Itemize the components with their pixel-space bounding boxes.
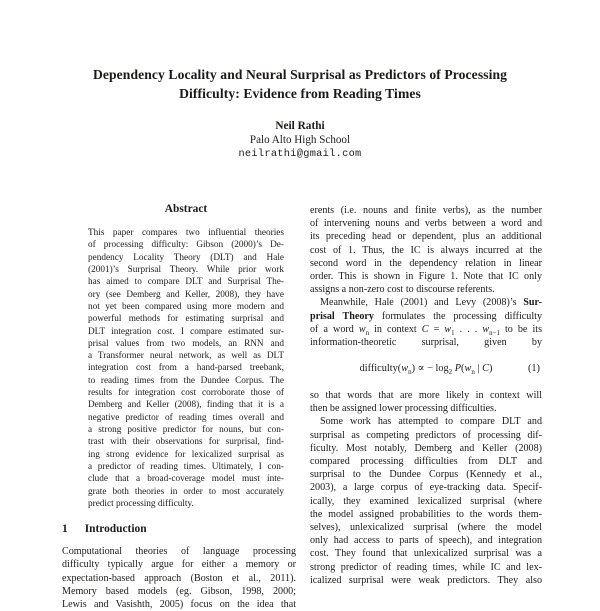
text-line: the model assigned probabilities to the words them- <box>310 508 542 520</box>
text-line: of a word $w_n$ in context $C = w_1$ . . . $w_{n-1}$ to be its <box>310 323 542 337</box>
text-line: ficulty. Most notably, Demberg and Keller (2008) <box>310 442 542 454</box>
text-line: not yet been compared using more modern and <box>88 301 284 312</box>
text-line: prisal values from two models, an RNN and <box>88 338 284 349</box>
text-line: compared processing difficulties from DLT and <box>310 456 542 467</box>
text-line: ically, they examined lexicalized surprisal (where <box>310 495 542 507</box>
paragraph-integration-cost <box>310 204 542 296</box>
author-name: Neil Rathi <box>275 120 325 132</box>
text-line: so that words that are more likely in context will <box>310 390 542 402</box>
text-line: 2003), a large corpus of eye-tracking data. Specif- <box>310 482 542 494</box>
text-line: surprisal to the Dundee Corpus (Kennedy et al., <box>310 469 542 481</box>
two-column-body <box>0 202 600 611</box>
text-line: (2001)’s Surprisal Theory. While prior work <box>88 264 284 275</box>
text-line: expectation-based approach (Boston et al., 2011). <box>62 572 296 584</box>
text-line: grate both theories in order to most accurately <box>88 486 284 497</box>
text-line: assigns a non-zero cost to discourse referents. <box>310 284 495 296</box>
text-line: then be assigned lower processing difficulties. <box>310 403 497 415</box>
text-line: strong predictor of reading times, while IC and lex- <box>310 561 542 573</box>
text-line: integration cost from a hand-parsed treebank, <box>88 363 284 374</box>
paper-title-line-2: Difficulty: Evidence from Reading Times <box>179 85 421 101</box>
text-line: negative predictor of reading times overall and <box>88 412 284 423</box>
text-line: only had access to parts of speech), and integration <box>310 535 542 547</box>
author-email: neilrathi@gmail.com <box>238 148 362 160</box>
text-line: powerful methods for estimating surprisal and <box>88 314 284 325</box>
text-line: Lewis and Vasishth, 2005) focus on the idea that <box>62 598 296 610</box>
text-line: Meanwhile, Hale (2001) and Levy (2008)’s Sur- <box>320 297 542 309</box>
section-1-heading <box>62 522 296 536</box>
text-line: second word in the dependency relation in linear <box>310 257 542 269</box>
text-line: Computational theories of language processing <box>62 546 296 558</box>
abstract-heading: Abstract <box>164 203 208 215</box>
paragraph-surprisal-consequence <box>310 389 542 415</box>
text-line: of processing difficulty: Gibson (2000)’s De- <box>88 240 284 251</box>
text-line: of intervening nouns and verbs between a word and <box>310 218 542 230</box>
text-line: clude that a broad-coverage model must inte- <box>88 474 284 485</box>
title-block <box>0 0 600 103</box>
equation-1-number: (1) <box>527 363 540 375</box>
text-line: predict processing difficulty. <box>88 498 194 509</box>
abstract-paragraph <box>88 227 284 510</box>
text-line: Demberg and Keller (2008), finding that it is a <box>88 400 284 411</box>
paper-title-line-1: Dependency Locality and Neural Surprisal as Predictors of Processing <box>92 67 508 82</box>
text-line: surprisal as competing predictors of processing dif- <box>310 429 542 441</box>
text-line: results for integration cost corroborate those of <box>88 388 284 399</box>
text-line: a predictor of reading times. Ultimately, I con- <box>88 461 284 472</box>
text-line: information-theoretic surprisal, given by <box>310 336 542 348</box>
text-line: has aimed to compare DLT and Surprisal The- <box>88 277 284 288</box>
equation-1 <box>310 361 542 377</box>
text-line: cost of 1. Thus, the IC is always incurred at the <box>310 244 542 256</box>
text-line: its preceding head or dependent, plus an additional <box>310 231 542 243</box>
text-line: order. This is shown in Figure 1. Note that IC only <box>310 270 542 282</box>
text-line: a Transformer neural network, as well as DLT <box>88 351 284 362</box>
text-line: cost. They found that unlexicalized surprisal was a <box>310 548 542 560</box>
text-line: ing strong evidence for lexicalized surprisal as <box>88 449 284 460</box>
section-1-number: 1 <box>62 523 68 536</box>
equation-1-formula: $difficulty(w_n)$ ∝ − $\log_2 P(w_n$ | C) <box>359 363 493 377</box>
text-line: selves), unlexicalized surprisal (where the model <box>310 521 542 533</box>
section-1-title: Introduction <box>84 523 147 536</box>
author-block <box>0 120 600 161</box>
text-line: This paper compares two influential theories <box>88 228 284 238</box>
text-line: Memory based models (eg. Gibson, 1998, 2000; <box>62 585 296 597</box>
text-line: to reading times from the Dundee Corpus. The <box>88 375 284 386</box>
introduction-paragraph <box>62 545 296 611</box>
text-line: a strong positive predictor for nouns, but con- <box>88 425 284 435</box>
text-line: DLT integration cost. I compare estimated sur- <box>88 326 284 337</box>
right-column <box>310 204 542 611</box>
text-line: erents (i.e. nouns and finite verbs), as the number <box>310 205 542 216</box>
paragraph-surprisal-theory <box>310 296 542 349</box>
text-line: pendency Locality Theory (DLT) and Hale <box>88 252 284 263</box>
paragraph-comparison-work <box>310 415 542 586</box>
left-column <box>62 202 296 611</box>
text-line: difficulty typically argue for either a memory or <box>62 559 296 571</box>
author-affiliation: Palo Alto High School <box>249 133 351 146</box>
text-line: trast with their observations for surprisal, find- <box>88 437 284 448</box>
text-line: ory (see Demberg and Keller, 2008), they have <box>88 289 284 300</box>
text-line: icalized surprisal were weak predictors. They also <box>310 574 542 586</box>
text-line: Some work has attempted to compare DLT and <box>320 416 542 428</box>
text-line: prisal Theory formulates the processing difficulty <box>310 310 542 322</box>
